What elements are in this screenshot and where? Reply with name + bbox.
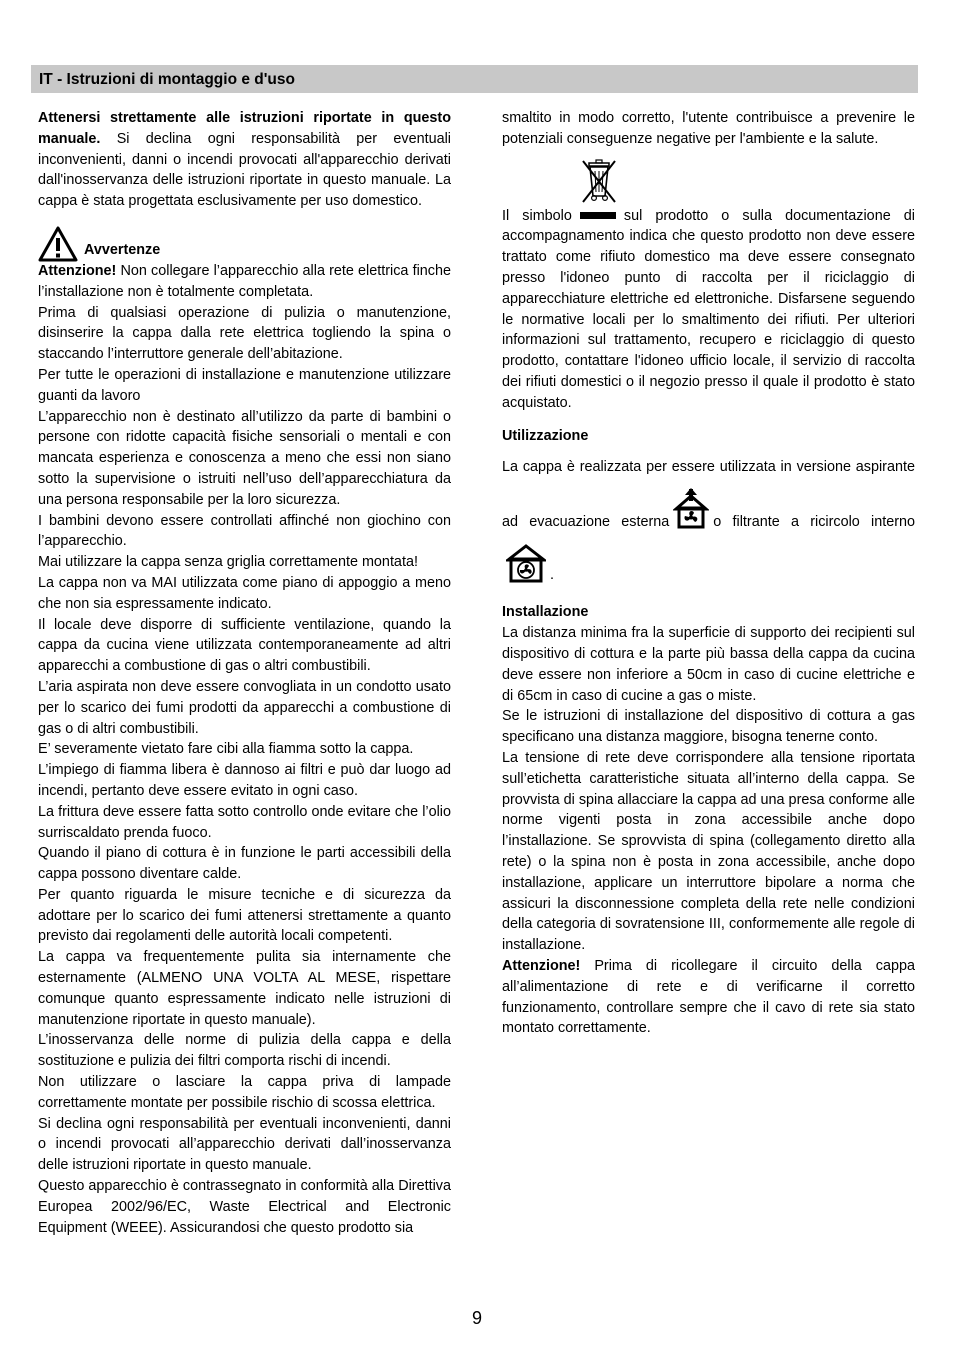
warning-paragraph: Questo apparecchio è contrassegnato in conformità alla Direttiva Europea 2002/96/EC, Waste Electrical and Electronic Equipment (WEEE). Assicurandosi che questo prodotto sia xyxy=(38,1178,451,1236)
attention-bold: Attenzione! xyxy=(38,262,117,279)
warning-paragraph: L’apparecchio non è destinato all’utilizzo da parte di bambini o persone con ridotte capacità fisiche sensoriali o mentali e con mancata esperienza e conoscenza a meno che essi non siano sotto la supervisione o istruiti nell’uso dell’apparecchiatura da una persona responsabile per la loro sicurezza. xyxy=(38,408,451,508)
warnings-heading-row xyxy=(38,226,451,261)
page-number: 9 xyxy=(471,1308,482,1328)
section-title: IT - Istruzioni di montaggio e d'uso xyxy=(39,71,295,88)
final-attention-text: Prima di ricollegare il circuito della cappa all’alimentazione di rete e di verificarne il corretto funzionamento, controllare sempre che il cavo di rete sia stato montato correttamente. xyxy=(502,957,915,1037)
warning-paragraph: La cappa va frequentemente pulita sia internamente che esternamente (ALMENO UNA VOLTA AL MESE, rispettare comunque quanto espressamente indicato nelle istruzioni di manutenzione riportate in questo manuale). xyxy=(38,949,451,1028)
warning-paragraph: L’impiego di fiamma libera è dannoso ai filtri e può dar luogo ad incendi, pertanto deve essere evitato in ogni caso. xyxy=(38,762,451,799)
crossed-bin-icon xyxy=(579,158,619,204)
intro-bold: Attenersi strettamente alle istruzioni riportate in questo manuale. xyxy=(38,110,451,147)
intro-paragraph xyxy=(38,108,451,212)
warning-paragraph: L’inosservanza delle norme di pulizia della cappa e della sostituzione e pulizia dei filtri comporta rischi di incendi. xyxy=(38,1032,451,1070)
weee-symbol-row xyxy=(579,158,915,204)
warning-paragraph: L’aria aspirata non deve essere convogliata in un condotto usato per lo scarico dei fumi prodotti da apparecchi a combustione di gas o di altri combustibili. xyxy=(38,678,451,737)
weee-symbol-paragraph xyxy=(502,206,915,414)
installation-paragraph: Se le istruzioni di installazione del dispositivo di cottura a gas specificano una distanza maggiore, bisogna tenerne conto. xyxy=(502,708,915,746)
usage-text-1: La cappa è realizzata per essere utilizzata in versione aspirante ad evacuazione esterna xyxy=(502,459,915,531)
ducted-house-fan-icon xyxy=(673,488,709,530)
warning-paragraph: Per quanto riguarda le misure tecniche e di sicurezza da adottare per lo scarico dei fumi attenersi strettamente a quanto previsto dai regolamenti delle autorità locali competenti. xyxy=(38,886,451,945)
attention-paragraph xyxy=(38,261,451,303)
recirculation-house-fan-icon xyxy=(506,543,546,583)
usage-text-end: . xyxy=(550,567,554,584)
warnings-heading: Avvertenze xyxy=(84,242,161,259)
warning-paragraph: Il locale deve disporre di sufficiente ventilazione, quando la cappa da cucina viene utilizzata contemporaneamente ad altri apparecchi a combustione di gas o altri combustibili. xyxy=(38,616,451,675)
warning-paragraph: Quando il piano di cottura è in funzione le parti accessibili della cappa possono diventare calde. xyxy=(38,845,451,883)
warning-paragraph: Per tutte le operazioni di installazione e manutenzione utilizzare guanti da lavoro xyxy=(38,366,451,404)
usage-paragraph xyxy=(502,446,915,596)
warning-paragraph: I bambini devono essere controllati affinché non giochino con l’apparecchio. xyxy=(38,512,451,550)
installation-heading: Installazione xyxy=(502,604,589,621)
warning-paragraph: La frittura deve essere fatta sotto controllo onde evitare che l’olio surriscaldato prenda fuoco. xyxy=(38,803,451,841)
left-column xyxy=(38,108,451,1238)
section-header xyxy=(31,65,918,93)
warning-paragraph: Prima di qualsiasi operazione di pulizia o manutenzione, disinserire la cappa dalla rete elettrica togliendo la spina o staccando l’interruttore generale dell’abitazione. xyxy=(38,304,451,363)
warning-paragraph: Mai utilizzare la cappa senza griglia correttamente montata! xyxy=(38,554,418,571)
final-attention-paragraph xyxy=(502,956,915,1039)
warning-paragraph: Non utilizzare o lasciare la cappa priva di lampade correttamente montate per possibile rischio di scossa elettrica. xyxy=(38,1074,451,1111)
intro-text: Si declina ogni responsabilità per eventuali inconvenienti, danni o incendi provocati all'apparecchio derivati dall'inosservanza delle istruzioni riportate in questo manuale. La cappa è stata progettata esclusivamente per uso domestico. xyxy=(38,130,451,210)
symbol-text-before: Il simbolo xyxy=(502,207,572,224)
symbol-text-after: sul prodotto o sulla documentazione di accompagnamento indica che questo prodotto non deve essere trattato come rifiuto domestico ma deve essere consegnato presso l'idoneo punto di raccolta per il riciclaggio di apparecchiature elettriche ed elettroniche. Disfarsene seguendo le normative locali per lo smaltimento dei rifiuti. Per ulteriori informazioni sul trattamento, recupero e riciclaggio di questo prodotto, contattare l'idoneo ufficio locale, il servizio di raccolta dei rifiuti domestici o il negozio presso il quale il prodotto è stato acquistato. xyxy=(502,207,915,411)
attention-text: Non collegare l’apparecchio alla rete elettrica finche l’installazione non è totalmente completata. xyxy=(38,262,451,300)
usage-heading: Utilizzazione xyxy=(502,427,589,444)
right-column xyxy=(502,108,915,1039)
warning-paragraph: La cappa non va MAI utilizzata come piano di appoggio a meno che non sia espressamente indicato. xyxy=(38,574,451,612)
usage-text-2: o filtrante a ricircolo interno xyxy=(713,514,916,531)
installation-paragraph: La tensione di rete deve corrispondere alla tensione riportata sull’etichetta caratteristiche situata all’interno della cappa. Se provvista di spina allacciare la cappa ad una presa conforme alle norme vigenti posta in zona accessibile anche dopo l’installazione. Se sprovvista di spina (collegamento diretto alla rete) o la spina non è posta in zona accessibile, anche dopo installazione, applicare un interruttore bipolare a norma che assicuri la disconnessione completa della rete nelle condizioni della categoria di sovratensione III, conformemente alle regole di installazione. xyxy=(502,749,915,954)
installation-paragraph: La distanza minima fra la superficie di supporto dei recipienti sul dispositivo di cottura e la parte più bassa della cappa da cucina deve essere non inferiore a 50cm in caso di cucine elettriche e di 65cm in caso di cucine a gas o miste. xyxy=(502,625,915,704)
warning-triangle-icon xyxy=(38,226,78,262)
weee-bar-icon xyxy=(580,212,616,219)
warning-paragraph: Si declina ogni responsabilità per eventuali inconvenienti, danni o incendi provocati all’apparecchio derivati dall’inosservanza delle istruzioni riportate in questo manuale. xyxy=(38,1115,451,1174)
final-attention-bold: Attenzione! xyxy=(502,957,581,974)
warning-paragraph: E’ severamente vietato fare cibi alla fiamma sotto la cappa. xyxy=(38,741,414,758)
weee-continuation: smaltito in modo corretto, l'utente contribuisce a prevenire le potenziali conseguenze negative per l'ambiente e la salute. xyxy=(502,110,915,147)
